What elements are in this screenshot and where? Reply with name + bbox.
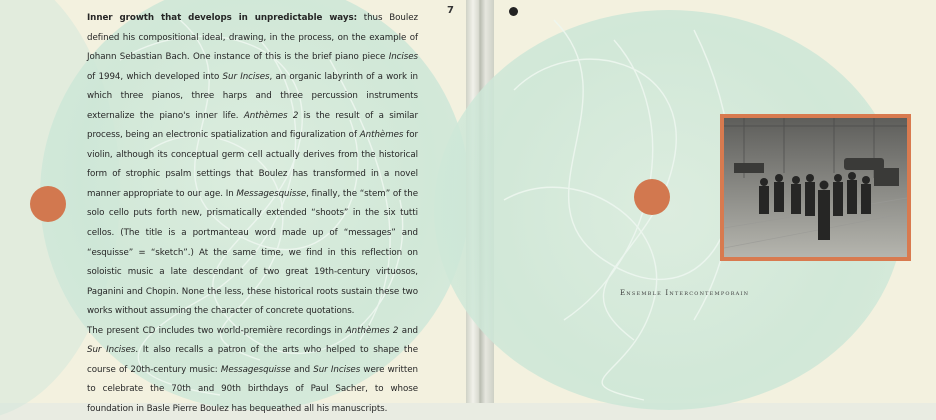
lead-phrase: Inner growth that develops in unpredictable ways: — [87, 13, 358, 23]
article-text: Inner growth that develops in unpredictable ways: thus Boulez defined his compositional ideal, drawing, in the process, on the example of Johann Sebastian Bach. One instance of this is the brief piano piece Incises of 1994, which developed into Sur Incises, an organic labyrinth of a work in which three pianos, three harps and three percussion instruments externalize the piano's inner life. Anthèmes 2 is the result of a similar process, being an electronic spatialization and figuralization of Anthèmes for violin, although its conceptual germ cell actually derives from the historical form of strophic psalm settings that Boulez has transformed in a novel manner appropriate to our age. In Messagesquisse, finally, the “stem” of the solo cello puts forth new, prismatically extended “shoots” in the six tutti cellos. (The title is a portmanteau word made up of “messages” and “esquisse” = “sketch”.) At the same time, we find in this reflection on soloistic music a late descendant of two great 19th-century virtuosos, Paganini and Chopin. None the less, these historical roots sustain these two works without assuming the character of concrete quotations. The present CD includes two world-première recordings in Anthèmes 2 and Sur Incises. It also recalls a patron of the arts who helped to shape the course of 20th-century music: Messagesquisse and Sur Incises were written to celebrate the 70th and 90th birthdays of Paul Sacher, to whose foundation in Basle Pierre Boulez has bequeathed all his manuscripts. — [87, 13, 419, 414]
left-page — [0, 0, 466, 414]
page-number: 7 — [447, 5, 454, 16]
ensemble-photo-illustration — [724, 118, 907, 257]
binding-hole — [509, 7, 518, 16]
right-page — [494, 0, 936, 403]
photo-frame — [720, 114, 911, 261]
photo-caption: Ensemble Intercontemporain — [620, 289, 750, 297]
orange-dot — [30, 186, 66, 222]
orange-dot — [634, 179, 670, 215]
ensemble-photo — [724, 118, 907, 257]
